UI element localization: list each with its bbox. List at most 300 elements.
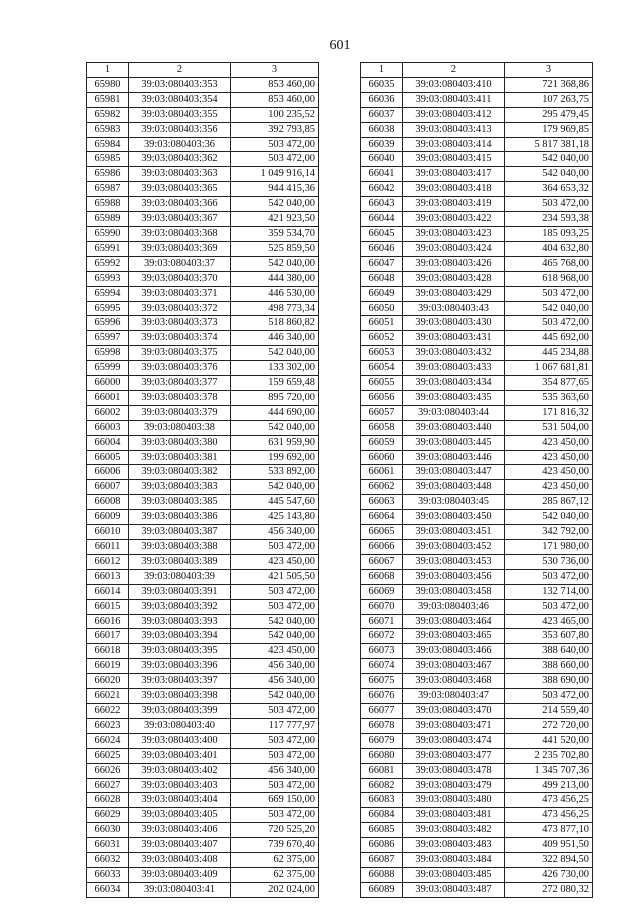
table-row <box>87 525 319 540</box>
table-row <box>361 271 593 286</box>
table-row <box>87 689 319 704</box>
cadastral-number: 39:03:080403:484 <box>403 853 505 868</box>
row-number: 65983 <box>87 122 129 137</box>
cadastral-value: 739 670,40 <box>231 838 319 853</box>
table-row <box>361 629 593 644</box>
cadastral-number: 39:03:080403:405 <box>129 808 231 823</box>
table-row <box>361 853 593 868</box>
row-number: 66006 <box>87 465 129 480</box>
cadastral-value: 503 472,00 <box>231 137 319 152</box>
cadastral-value: 465 768,00 <box>505 256 593 271</box>
cadastral-number: 39:03:080403:477 <box>403 748 505 763</box>
cadastral-value: 503 472,00 <box>505 286 593 301</box>
cadastral-number: 39:03:080403:471 <box>403 718 505 733</box>
cadastral-number: 39:03:080403:392 <box>129 599 231 614</box>
row-number: 66086 <box>361 838 403 853</box>
row-number: 66060 <box>361 450 403 465</box>
cadastral-value: 503 472,00 <box>231 599 319 614</box>
row-number: 66089 <box>361 882 403 897</box>
page-number: 601 <box>329 38 351 53</box>
table-row <box>361 569 593 584</box>
table-row <box>361 301 593 316</box>
row-number: 65982 <box>87 107 129 122</box>
table-row <box>361 286 593 301</box>
row-number: 66048 <box>361 271 403 286</box>
cadastral-value: 542 040,00 <box>231 689 319 704</box>
cadastral-value: 132 714,00 <box>505 584 593 599</box>
cadastral-value: 445 547,60 <box>231 495 319 510</box>
cadastral-value: 409 951,50 <box>505 838 593 853</box>
cadastral-value: 456 340,00 <box>231 659 319 674</box>
cadastral-number: 39:03:080403:480 <box>403 793 505 808</box>
cadastral-number: 39:03:080403:406 <box>129 823 231 838</box>
cadastral-number: 39:03:080403:38 <box>129 420 231 435</box>
row-number: 66061 <box>361 465 403 480</box>
cadastral-number: 39:03:080403:44 <box>403 405 505 420</box>
cadastral-value: 272 080,32 <box>505 882 593 897</box>
cadastral-number: 39:03:080403:413 <box>403 122 505 137</box>
row-number: 66053 <box>361 346 403 361</box>
table-row <box>87 748 319 763</box>
table-row <box>87 480 319 495</box>
cadastral-value: 525 859,50 <box>231 241 319 256</box>
registry-table-right <box>360 62 593 898</box>
cadastral-number: 39:03:080403:369 <box>129 241 231 256</box>
row-number: 66043 <box>361 197 403 212</box>
table-row <box>87 256 319 271</box>
cadastral-number: 39:03:080403:366 <box>129 197 231 212</box>
cadastral-number: 39:03:080403:415 <box>403 152 505 167</box>
cadastral-number: 39:03:080403:377 <box>129 376 231 391</box>
cadastral-number: 39:03:080403:379 <box>129 405 231 420</box>
row-number: 65997 <box>87 331 129 346</box>
table-row <box>361 361 593 376</box>
cadastral-number: 39:03:080403:395 <box>129 644 231 659</box>
table-row <box>87 301 319 316</box>
row-number: 66055 <box>361 376 403 391</box>
table-row <box>361 838 593 853</box>
cadastral-value: 202 024,00 <box>231 882 319 897</box>
row-number: 66046 <box>361 241 403 256</box>
table-header-row <box>87 63 319 78</box>
row-number: 66075 <box>361 674 403 689</box>
table-row <box>361 435 593 450</box>
table-row <box>87 584 319 599</box>
cadastral-value: 542 040,00 <box>505 167 593 182</box>
row-number: 65991 <box>87 241 129 256</box>
cadastral-number: 39:03:080403:432 <box>403 346 505 361</box>
row-number: 66076 <box>361 689 403 704</box>
cadastral-number: 39:03:080403:487 <box>403 882 505 897</box>
cadastral-value: 5 817 381,18 <box>505 137 593 152</box>
table-row <box>87 733 319 748</box>
row-number: 65993 <box>87 271 129 286</box>
cadastral-number: 39:03:080403:372 <box>129 301 231 316</box>
row-number: 66057 <box>361 405 403 420</box>
row-number: 66007 <box>87 480 129 495</box>
cadastral-value: 503 472,00 <box>231 584 319 599</box>
cadastral-value: 107 263,75 <box>505 92 593 107</box>
table-row <box>361 554 593 569</box>
row-number: 66074 <box>361 659 403 674</box>
cadastral-value: 669 150,00 <box>231 793 319 808</box>
table-row <box>87 778 319 793</box>
cadastral-value: 720 525,20 <box>231 823 319 838</box>
cadastral-number: 39:03:080403:414 <box>403 137 505 152</box>
cadastral-number: 39:03:080403:404 <box>129 793 231 808</box>
table-row <box>87 867 319 882</box>
cadastral-number: 39:03:080403:479 <box>403 778 505 793</box>
row-number: 66054 <box>361 361 403 376</box>
row-number: 66014 <box>87 584 129 599</box>
cadastral-value: 503 472,00 <box>505 689 593 704</box>
cadastral-number: 39:03:080403:474 <box>403 733 505 748</box>
cadastral-number: 39:03:080403:40 <box>129 718 231 733</box>
row-number: 66005 <box>87 450 129 465</box>
cadastral-number: 39:03:080403:417 <box>403 167 505 182</box>
table-row <box>87 182 319 197</box>
table-row <box>87 376 319 391</box>
cadastral-number: 39:03:080403:458 <box>403 584 505 599</box>
cadastral-number: 39:03:080403:412 <box>403 107 505 122</box>
cadastral-value: 542 040,00 <box>231 614 319 629</box>
cadastral-number: 39:03:080403:423 <box>403 226 505 241</box>
table-row <box>361 390 593 405</box>
cadastral-number: 39:03:080403:373 <box>129 316 231 331</box>
row-number: 65994 <box>87 286 129 301</box>
table-row <box>361 718 593 733</box>
cadastral-number: 39:03:080403:445 <box>403 435 505 450</box>
cadastral-value: 895 720,00 <box>231 390 319 405</box>
cadastral-number: 39:03:080403:452 <box>403 540 505 555</box>
cadastral-number: 39:03:080403:466 <box>403 644 505 659</box>
cadastral-value: 133 302,00 <box>231 361 319 376</box>
row-number: 66008 <box>87 495 129 510</box>
cadastral-value: 503 472,00 <box>505 316 593 331</box>
row-number: 66031 <box>87 838 129 853</box>
row-number: 66047 <box>361 256 403 271</box>
cadastral-number: 39:03:080403:374 <box>129 331 231 346</box>
cadastral-value: 2 235 702,80 <box>505 748 593 763</box>
row-number: 66079 <box>361 733 403 748</box>
cadastral-value: 535 363,60 <box>505 390 593 405</box>
cadastral-value: 388 690,00 <box>505 674 593 689</box>
row-number: 66016 <box>87 614 129 629</box>
cadastral-value: 388 660,00 <box>505 659 593 674</box>
cadastral-value: 426 730,00 <box>505 867 593 882</box>
row-number: 65988 <box>87 197 129 212</box>
table-row <box>361 92 593 107</box>
cadastral-value: 542 040,00 <box>231 197 319 212</box>
cadastral-number: 39:03:080403:431 <box>403 331 505 346</box>
table-row <box>87 167 319 182</box>
table-row <box>87 838 319 853</box>
cadastral-number: 39:03:080403:426 <box>403 256 505 271</box>
row-number: 66003 <box>87 420 129 435</box>
table-row <box>87 405 319 420</box>
table-row <box>87 316 319 331</box>
cadastral-value: 944 415,36 <box>231 182 319 197</box>
table-row <box>87 823 319 838</box>
column-header-number: 1 <box>361 63 403 78</box>
column-header-value: 3 <box>231 63 319 78</box>
row-number: 66067 <box>361 554 403 569</box>
cadastral-number: 39:03:080403:36 <box>129 137 231 152</box>
cadastral-number: 39:03:080403:446 <box>403 450 505 465</box>
cadastral-number: 39:03:080403:378 <box>129 390 231 405</box>
cadastral-value: 117 777,97 <box>231 718 319 733</box>
cadastral-value: 503 472,00 <box>231 152 319 167</box>
table-row <box>87 435 319 450</box>
cadastral-value: 100 235,52 <box>231 107 319 122</box>
row-number: 66050 <box>361 301 403 316</box>
row-number: 66078 <box>361 718 403 733</box>
row-number: 66068 <box>361 569 403 584</box>
column-header-value: 3 <box>505 63 593 78</box>
cadastral-value: 179 969,85 <box>505 122 593 137</box>
cadastral-value: 542 040,00 <box>231 420 319 435</box>
row-number: 66021 <box>87 689 129 704</box>
table-row <box>87 599 319 614</box>
table-row <box>361 614 593 629</box>
table-row <box>361 77 593 92</box>
row-number: 66022 <box>87 703 129 718</box>
table-row <box>87 122 319 137</box>
cadastral-value: 456 340,00 <box>231 525 319 540</box>
row-number: 66044 <box>361 212 403 227</box>
row-number: 66038 <box>361 122 403 137</box>
row-number: 65995 <box>87 301 129 316</box>
row-number: 66064 <box>361 510 403 525</box>
table-row <box>361 823 593 838</box>
cadastral-number: 39:03:080403:375 <box>129 346 231 361</box>
table-row <box>361 808 593 823</box>
cadastral-value: 533 892,00 <box>231 465 319 480</box>
cadastral-number: 39:03:080403:422 <box>403 212 505 227</box>
row-number: 66083 <box>361 793 403 808</box>
table-row <box>361 197 593 212</box>
cadastral-value: 423 450,00 <box>231 554 319 569</box>
cadastral-number: 39:03:080403:398 <box>129 689 231 704</box>
cadastral-value: 423 465,00 <box>505 614 593 629</box>
cadastral-value: 421 505,50 <box>231 569 319 584</box>
cadastral-number: 39:03:080403:411 <box>403 92 505 107</box>
cadastral-value: 503 472,00 <box>505 599 593 614</box>
table-row <box>361 882 593 897</box>
row-number: 66087 <box>361 853 403 868</box>
cadastral-value: 473 456,25 <box>505 808 593 823</box>
registry-table-left <box>86 62 319 898</box>
table-row <box>87 659 319 674</box>
row-number: 66088 <box>361 867 403 882</box>
cadastral-value: 354 877,65 <box>505 376 593 391</box>
cadastral-number: 39:03:080403:430 <box>403 316 505 331</box>
cadastral-number: 39:03:080403:376 <box>129 361 231 376</box>
table-row <box>87 77 319 92</box>
row-number: 66080 <box>361 748 403 763</box>
table-row <box>87 92 319 107</box>
table-row <box>87 137 319 152</box>
cadastral-value: 456 340,00 <box>231 674 319 689</box>
table-row <box>361 256 593 271</box>
row-number: 66017 <box>87 629 129 644</box>
table-row <box>361 644 593 659</box>
cadastral-number: 39:03:080403:46 <box>403 599 505 614</box>
cadastral-value: 1 049 916,14 <box>231 167 319 182</box>
table-row <box>87 286 319 301</box>
table-header-row <box>361 63 593 78</box>
cadastral-value: 214 559,40 <box>505 703 593 718</box>
cadastral-number: 39:03:080403:453 <box>403 554 505 569</box>
row-number: 66077 <box>361 703 403 718</box>
cadastral-number: 39:03:080403:396 <box>129 659 231 674</box>
cadastral-number: 39:03:080403:387 <box>129 525 231 540</box>
cadastral-value: 159 659,48 <box>231 376 319 391</box>
cadastral-number: 39:03:080403:418 <box>403 182 505 197</box>
table-row <box>361 495 593 510</box>
cadastral-number: 39:03:080403:370 <box>129 271 231 286</box>
row-number: 66085 <box>361 823 403 838</box>
cadastral-value: 631 959,90 <box>231 435 319 450</box>
table-row <box>361 763 593 778</box>
table-row <box>361 659 593 674</box>
cadastral-number: 39:03:080403:380 <box>129 435 231 450</box>
cadastral-value: 421 923,50 <box>231 212 319 227</box>
table-row <box>87 152 319 167</box>
table-row <box>361 778 593 793</box>
cadastral-number: 39:03:080403:41 <box>129 882 231 897</box>
cadastral-value: 423 450,00 <box>505 435 593 450</box>
cadastral-number: 39:03:080403:363 <box>129 167 231 182</box>
table-row <box>361 689 593 704</box>
table-row <box>361 167 593 182</box>
table-row <box>87 361 319 376</box>
cadastral-value: 542 040,00 <box>505 510 593 525</box>
row-number: 66066 <box>361 540 403 555</box>
cadastral-value: 618 968,00 <box>505 271 593 286</box>
table-row <box>361 599 593 614</box>
row-number: 66018 <box>87 644 129 659</box>
table-row <box>361 733 593 748</box>
row-number: 65992 <box>87 256 129 271</box>
column-header-number: 1 <box>87 63 129 78</box>
row-number: 66020 <box>87 674 129 689</box>
cadastral-value: 445 692,00 <box>505 331 593 346</box>
cadastral-number: 39:03:080403:393 <box>129 614 231 629</box>
row-number: 66019 <box>87 659 129 674</box>
cadastral-number: 39:03:080403:483 <box>403 838 505 853</box>
row-number: 65984 <box>87 137 129 152</box>
row-number: 66032 <box>87 853 129 868</box>
cadastral-value: 441 520,00 <box>505 733 593 748</box>
row-number: 66063 <box>361 495 403 510</box>
cadastral-number: 39:03:080403:394 <box>129 629 231 644</box>
table-row <box>87 674 319 689</box>
row-number: 66009 <box>87 510 129 525</box>
table-row <box>87 510 319 525</box>
cadastral-number: 39:03:080403:400 <box>129 733 231 748</box>
table-row <box>361 137 593 152</box>
table-row <box>87 882 319 897</box>
table-row <box>87 226 319 241</box>
table-row <box>87 495 319 510</box>
cadastral-value: 425 143,80 <box>231 510 319 525</box>
table-row <box>361 480 593 495</box>
row-number: 66025 <box>87 748 129 763</box>
table-row <box>87 197 319 212</box>
cadastral-value: 503 472,00 <box>505 569 593 584</box>
table-row <box>361 376 593 391</box>
table-row <box>361 867 593 882</box>
cadastral-number: 39:03:080403:402 <box>129 763 231 778</box>
cadastral-value: 359 534,70 <box>231 226 319 241</box>
row-number: 66070 <box>361 599 403 614</box>
cadastral-value: 62 375,00 <box>231 867 319 882</box>
row-number: 66051 <box>361 316 403 331</box>
row-number: 66081 <box>361 763 403 778</box>
table-row <box>361 152 593 167</box>
row-number: 66069 <box>361 584 403 599</box>
table-row <box>361 525 593 540</box>
row-number: 66029 <box>87 808 129 823</box>
cadastral-number: 39:03:080403:470 <box>403 703 505 718</box>
row-number: 65981 <box>87 92 129 107</box>
cadastral-value: 388 640,00 <box>505 644 593 659</box>
table-row <box>87 107 319 122</box>
cadastral-value: 473 456,25 <box>505 793 593 808</box>
row-number: 66065 <box>361 525 403 540</box>
cadastral-value: 542 040,00 <box>231 480 319 495</box>
table-row <box>87 346 319 361</box>
cadastral-number: 39:03:080403:409 <box>129 867 231 882</box>
cadastral-number: 39:03:080403:451 <box>403 525 505 540</box>
cadastral-value: 199 692,00 <box>231 450 319 465</box>
cadastral-number: 39:03:080403:365 <box>129 182 231 197</box>
row-number: 66033 <box>87 867 129 882</box>
cadastral-number: 39:03:080403:355 <box>129 107 231 122</box>
row-number: 65990 <box>87 226 129 241</box>
cadastral-number: 39:03:080403:408 <box>129 853 231 868</box>
table-row <box>87 808 319 823</box>
row-number: 66002 <box>87 405 129 420</box>
column-header-cadastral: 2 <box>403 63 505 78</box>
table-row <box>361 465 593 480</box>
cadastral-value: 423 450,00 <box>505 450 593 465</box>
table-row <box>361 331 593 346</box>
column-header-cadastral: 2 <box>129 63 231 78</box>
cadastral-number: 39:03:080403:371 <box>129 286 231 301</box>
row-number: 65980 <box>87 77 129 92</box>
table-row <box>361 793 593 808</box>
row-number: 66073 <box>361 644 403 659</box>
cadastral-number: 39:03:080403:385 <box>129 495 231 510</box>
cadastral-value: 322 894,50 <box>505 853 593 868</box>
cadastral-value: 503 472,00 <box>231 748 319 763</box>
row-number: 66024 <box>87 733 129 748</box>
table-row <box>87 569 319 584</box>
cadastral-number: 39:03:080403:43 <box>403 301 505 316</box>
table-row <box>361 674 593 689</box>
cadastral-value: 853 460,00 <box>231 77 319 92</box>
cadastral-number: 39:03:080403:465 <box>403 629 505 644</box>
row-number: 66013 <box>87 569 129 584</box>
cadastral-value: 721 368,86 <box>505 77 593 92</box>
cadastral-value: 503 472,00 <box>231 703 319 718</box>
cadastral-number: 39:03:080403:485 <box>403 867 505 882</box>
cadastral-number: 39:03:080403:429 <box>403 286 505 301</box>
cadastral-number: 39:03:080403:434 <box>403 376 505 391</box>
cadastral-number: 39:03:080403:481 <box>403 808 505 823</box>
